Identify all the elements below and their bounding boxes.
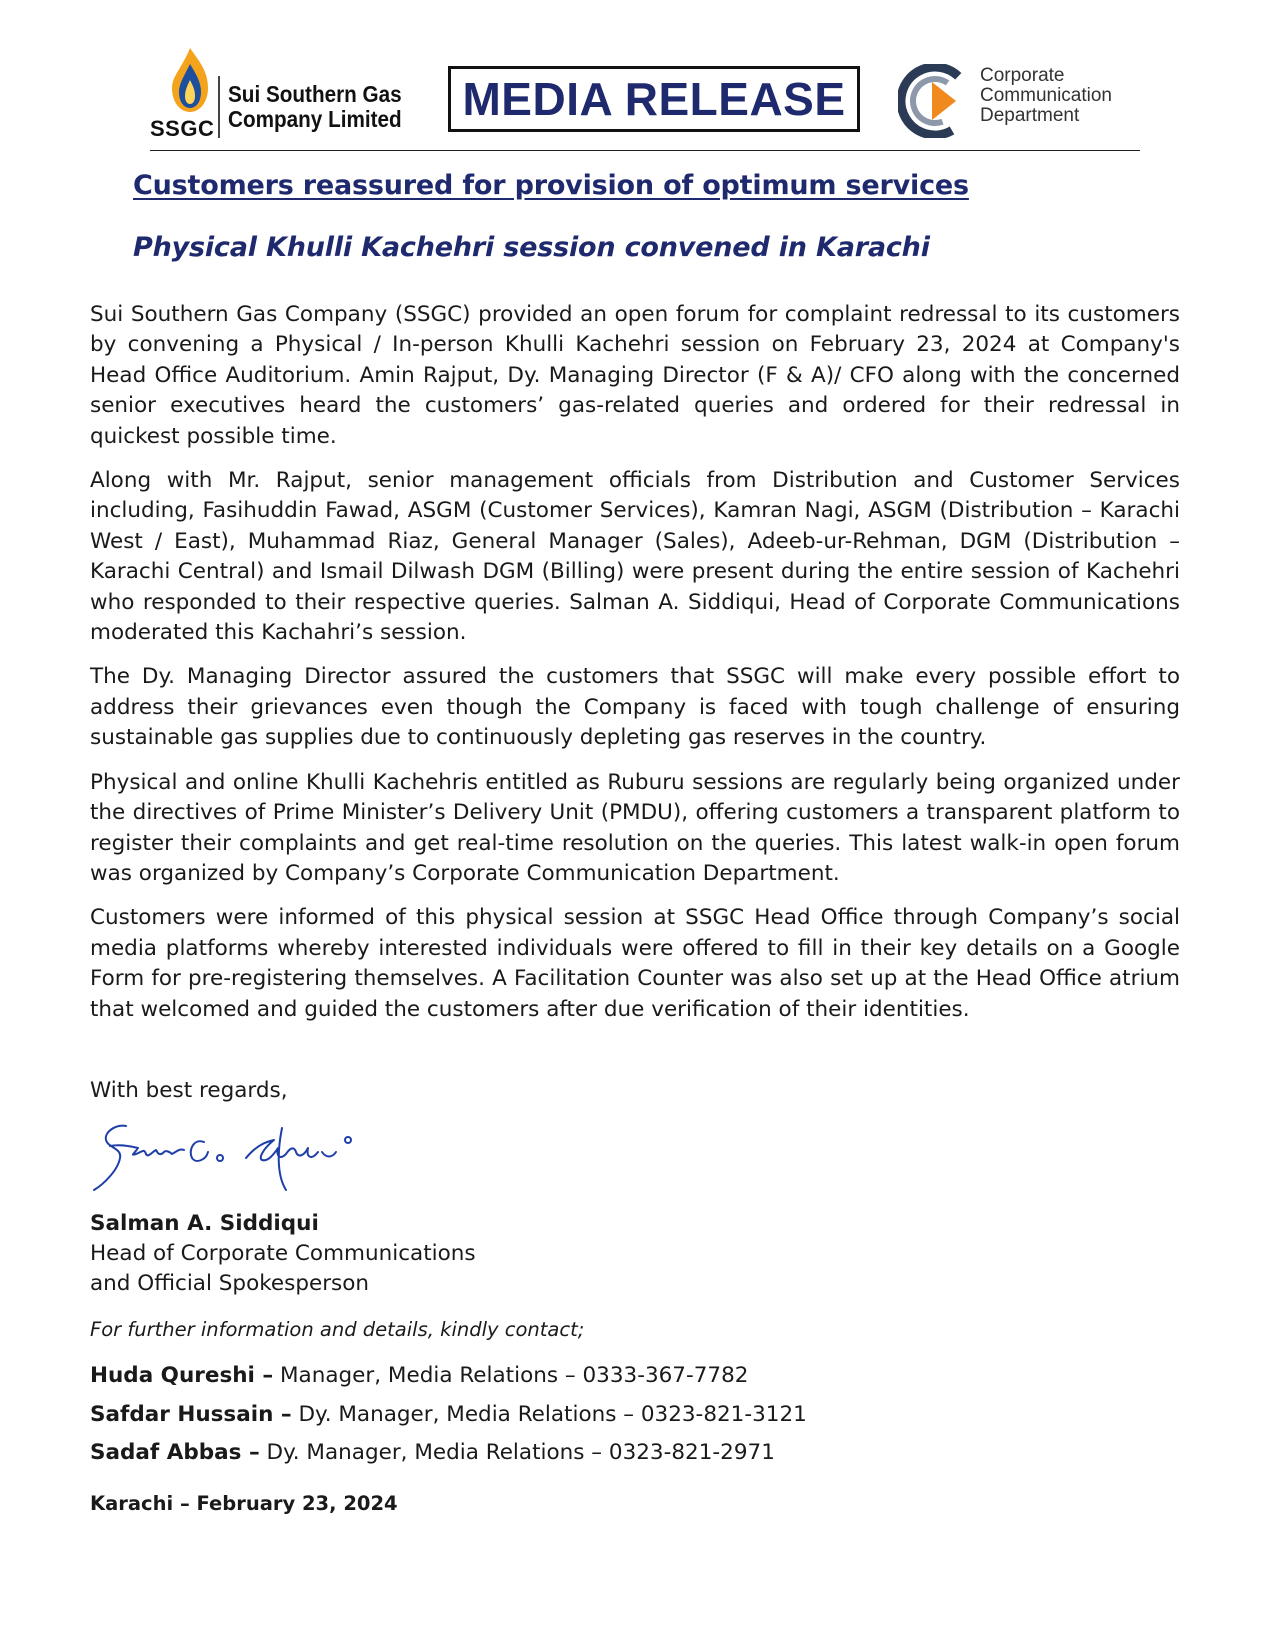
closing: With best regards, bbox=[90, 1078, 288, 1103]
subheadline: Physical Khulli Kachehri session convened in Karachi bbox=[133, 232, 930, 263]
signer-name: Salman A. Siddiqui bbox=[90, 1211, 319, 1236]
paragraph: Sui Southern Gas Company (SSGC) provided an open forum for complaint redressal to its customers by convening a Physical / In-person Khulli Kachehri session on February 23, 2024 at Company's Head Office Auditorium. Amin Rajput, Dy. Managing Director (F & A)/ CFO along with the concerned senior executives heard the customers’ gas-related queries and ordered for their redressal in quickest possible time. bbox=[90, 302, 1180, 449]
dateline: Karachi – February 23, 2024 bbox=[90, 1492, 398, 1515]
paragraph: Customers were informed of this physical session at SSGC Head Office through Company’s social media platforms whereby interested individuals were offered to fill in their key details on a Google Form for pre-registering themselves. A Facilitation Counter was also set up at the Head Office atrium that welcomed and guided the customers after due verification of their identities. bbox=[90, 905, 1180, 1022]
company-name-line2: Company Limited bbox=[228, 106, 402, 132]
contact-item bbox=[90, 1396, 807, 1435]
contact-item bbox=[90, 1357, 807, 1396]
ssgc-logo bbox=[150, 46, 440, 142]
department-line2: Communication bbox=[980, 85, 1112, 106]
contact-detail: Manager, Media Relations – 0333-367-7782 bbox=[273, 1363, 749, 1388]
letterhead bbox=[150, 40, 1140, 150]
signer-block bbox=[90, 1209, 476, 1299]
department-line3: Department bbox=[980, 105, 1080, 126]
contact-detail: Dy. Manager, Media Relations – 0323-821-3121 bbox=[291, 1401, 807, 1427]
handwritten-signature bbox=[86, 1118, 376, 1198]
paragraph: The Dy. Managing Director assured the customers that SSGC will make every possible effort to address their grievances even though the Company is faced with tough challenge of ensuring sustainable gas supplies due to continuously depleting gas reserves in the country. bbox=[90, 664, 1180, 751]
flame-icon bbox=[168, 46, 212, 116]
ssgc-letters: SSGC bbox=[150, 116, 215, 141]
media-release-title: MEDIA RELEASE bbox=[462, 73, 846, 125]
signer-title-line1: Head of Corporate Communications bbox=[90, 1241, 476, 1266]
contact-list bbox=[90, 1357, 807, 1473]
logo-divider bbox=[218, 76, 220, 138]
department-line1: Corporate bbox=[980, 65, 1065, 86]
company-name bbox=[228, 82, 402, 132]
signer-title-line2: and Official Spokesperson bbox=[90, 1271, 370, 1296]
contact-detail: Dy. Manager, Media Relations – 0323-821-2971 bbox=[259, 1440, 775, 1465]
company-name-line1: Sui Southern Gas bbox=[228, 81, 402, 107]
paragraph: Along with Mr. Rajput, senior management officials from Distribution and Customer Services including, Fasihuddin Fawad, ASGM (Customer Services), Kamran Nagi, ASGM (Distribution – Karachi West / East), Muhammad Riaz, General Manager (Sales), Adeeb-ur-Rehman, DGM (Distribution – Karachi Central) and Ismail Dilwash DGM (Billing) were present during the entire session of Kachehri who responded to their respective queries. Salman A. Siddiqui, Head of Corporate Communications moderated this Kachahri’s session. bbox=[90, 468, 1180, 646]
paragraph: Physical and online Khulli Kachehris entitled as Ruburu sessions are regularly being organized under the directives of Prime Minister’s Delivery Unit (PMDU), offering customers a transparent platform to register their complaints and get real-time resolution on the queries. This latest walk-in open forum was organized by Company’s Corporate Communication Department. bbox=[90, 769, 1180, 886]
department-name bbox=[980, 66, 1112, 126]
contact-name: Safdar Hussain – bbox=[90, 1401, 292, 1427]
header-rule bbox=[150, 150, 1140, 151]
ccd-logo bbox=[898, 62, 1138, 138]
body-text bbox=[90, 300, 1180, 1039]
corporate-communication-icon bbox=[898, 64, 972, 138]
contact-name: Sadaf Abbas – bbox=[90, 1440, 260, 1465]
contact-intro: For further information and details, kindly contact; bbox=[90, 1318, 585, 1341]
contact-item bbox=[90, 1434, 807, 1473]
contact-name: Huda Qureshi – bbox=[90, 1363, 274, 1388]
media-release-box bbox=[448, 66, 860, 132]
headline: Customers reassured for provision of optimum services bbox=[133, 170, 969, 201]
